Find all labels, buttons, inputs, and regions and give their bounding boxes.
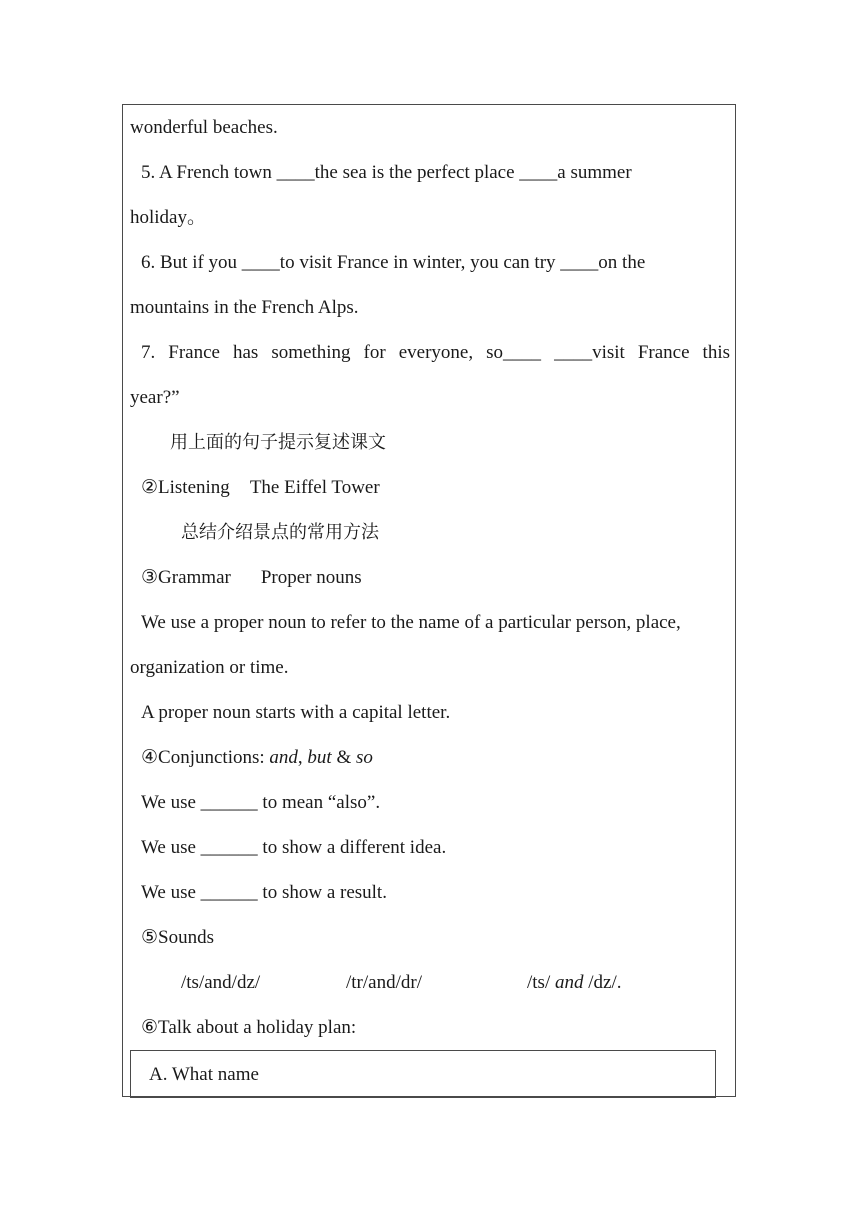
fill-blank-line: We use ______ to show a different idea. (141, 837, 447, 858)
retell-instruction: 用上面的句子提示复述课文 (170, 432, 386, 453)
section-sounds: ⑤Sounds (141, 927, 214, 948)
conjunction-and: and (554, 972, 584, 993)
text-line: wonderful beaches. (130, 117, 278, 138)
separator: , (297, 747, 308, 768)
section-label: ③Grammar (141, 567, 231, 588)
separator: & (331, 747, 356, 768)
section-talk: ⑥Talk about a holiday plan: (141, 1017, 357, 1038)
section-topic: Proper nouns (260, 567, 362, 588)
section-label: ②Listening (141, 477, 230, 498)
conjunction-but: but (307, 747, 332, 768)
section-topic: The Eiffel Tower (249, 477, 380, 498)
fill-blank-line: We use ______ to show a result. (141, 882, 387, 903)
conjunction-so: so (355, 747, 373, 768)
exercise-7: 7. France has something for everyone, so____ ____visit France this (141, 342, 730, 363)
section-listening (141, 476, 380, 500)
sound-pair-2: /tr/and/dr/ (346, 972, 422, 993)
summary-instruction: 总结介绍景点的常用方法 (181, 522, 379, 543)
section-conjunctions (141, 746, 373, 770)
sound-pair-3 (527, 971, 621, 995)
section-label: ④Conjunctions: (141, 747, 270, 768)
text-line: We use a proper noun to refer to the name of a particular person, place, (141, 612, 681, 633)
text-line: holiday。 (130, 207, 206, 228)
text-line: A proper noun starts with a capital letter. (141, 702, 451, 723)
fill-blank-line: We use ______ to mean “also”. (141, 792, 381, 813)
sound-pair-1: /ts/and/dz/ (181, 972, 261, 993)
text-line: mountains in the French Alps. (130, 297, 359, 318)
conjunction-and: and (269, 747, 298, 768)
text-line: organization or time. (130, 657, 289, 678)
text-line: year?” (130, 387, 180, 408)
sound: /ts/ (527, 972, 555, 993)
section-grammar (141, 566, 362, 590)
dialogue-line: A. What name (149, 1064, 259, 1085)
sound: /dz/. (583, 972, 622, 993)
exercise-5: 5. A French town ____the sea is the perfect place ____a summer (141, 162, 632, 183)
exercise-6: 6. But if you ____to visit France in winter, you can try ____on the (141, 252, 646, 273)
